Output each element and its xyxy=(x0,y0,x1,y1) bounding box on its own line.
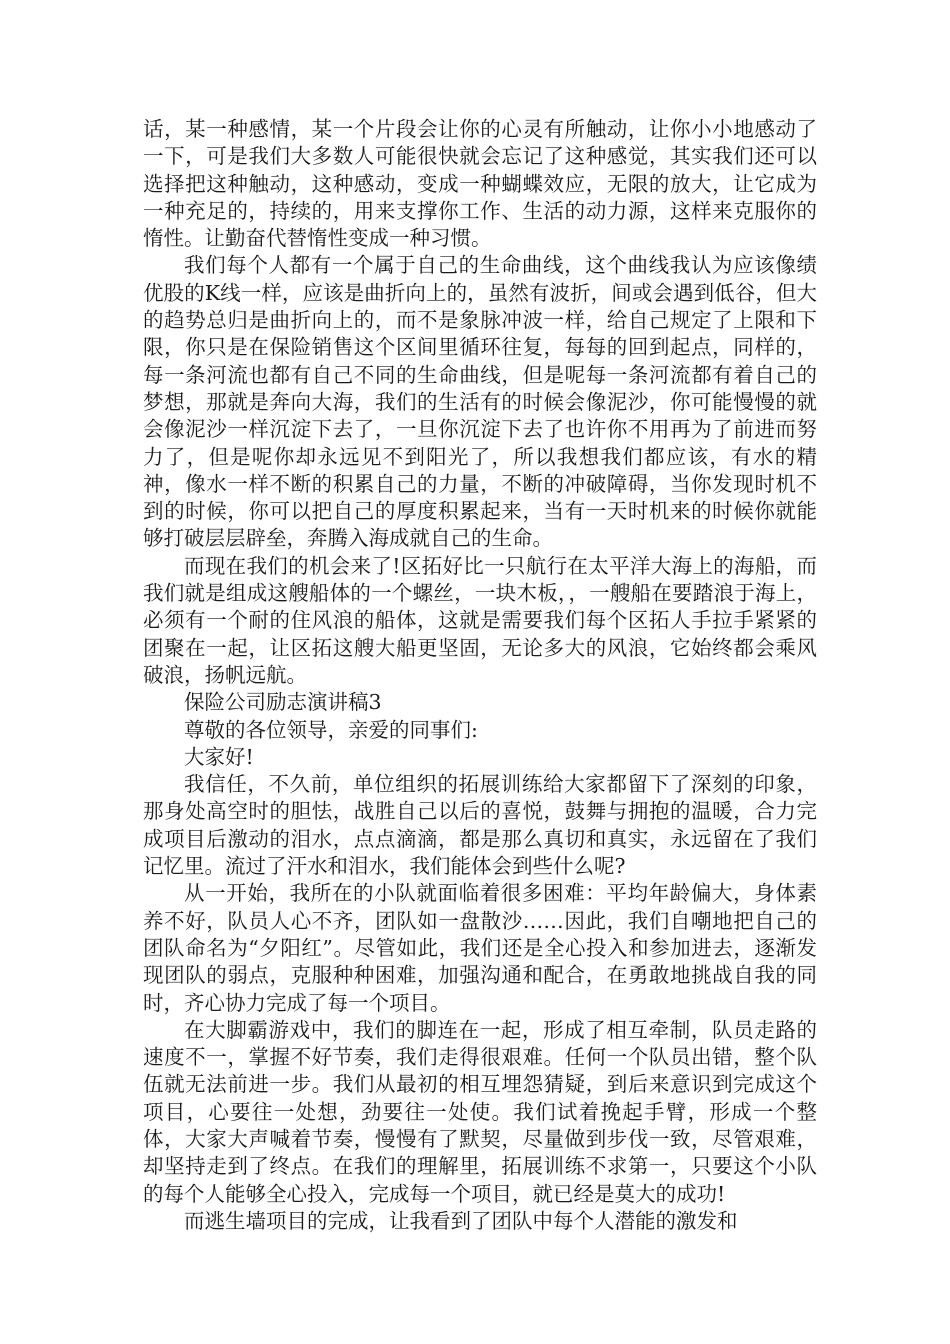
paragraph-ship-metaphor: 而现在我们的机会来了!区拓好比一只航行在太平洋大海上的海船，而我们就是组成这艘船体的一个螺丝，一块木板，，一艘船在要踏浪于海上，必须有一个耐的住风浪的船体，这就是需要我们每个区拓人手拉手紧紧的团聚在一起，让区拓这艘大船更坚固，无论多大的风浪，它始终都会乘风破浪，扬帆远航。 xyxy=(143,553,817,687)
salutation: 尊敬的各位领导，亲爱的同事们: xyxy=(184,717,478,742)
document-body xyxy=(143,116,817,1235)
paragraph-big-foot-game: 在大脚霸游戏中，我们的脚连在一起，形成了相互牵制，队员走路的速度不一，掌握不好节奏，我们走得很艰难。任何一个队员出错，整个队伍就无法前进一步。我们从最初的相互埋怨猜疑，到后来意识到完成这个项目，心要往一处想，劲要往一处使。我们试着挽起手臂，形成一个整体，大家大声喊着节奏，慢慢有了默契，尽量做到步伐一致，尽管艰难，却坚持走到了终点。在我们的理解里，拓展训练不求第一，只要这个小队的每个人能够全心投入，完成每一个项目，就已经是莫大的成功! xyxy=(143,1017,817,1206)
greeting: 大家好! xyxy=(184,744,254,769)
paragraph-team-difficulties: 从一开始，我所在的小队就面临着很多困难：平均年龄偏大，身体素养不好，队员人心不齐，团队如一盘散沙……因此，我们自嘲地把自己的团队命名为“夕阳红”。尽管如此，我们还是全心投入和参加进去，逐渐发现团队的弱点，克服种种困难，加强沟通和配合，在勇敢地挑战自我的同时，齐心协力完成了每一个项目。 xyxy=(143,881,817,1015)
paragraph-escape-wall: 而逃生墙项目的完成，让我看到了团队中每个人潜能的激发和 xyxy=(184,1208,738,1233)
section-heading: 保险公司励志演讲稿3 xyxy=(184,690,382,715)
paragraph-life-curve: 我们每个人都有一个属于自己的生命曲线，这个曲线我认为应该像绩优股的K线一样，应该是曲折向上的，虽然有波折，间或会遇到低谷，但大的趋势总归是曲折向上的，而不是象脉冲波一样，给自己规定了上限和下限，你只是在保险销售这个区间里循环往复，每每的回到起点，同样的，每一条河流也都有自己不同的生命曲线，但是呢每一条河流都有着自己的梦想，那就是奔向大海，我们的生活有的时候会像泥沙，你可能慢慢的就会像泥沙一样沉淀下去了，一旦你沉淀下去了也许你不用再为了前进而努力了，但是呢你却永远见不到阳光了，所以我想我们都应该，有水的精神，像水一样不断的积累自己的力量，不断的冲破障碍，当你发现时机不到的时候，你可以把自己的厚度积累起来，当有一天时机来的时候你就能够打破层层辟垒，奔腾入海成就自己的生命。 xyxy=(143,253,817,551)
paragraph-continuation: 话，某一种感情，某一个片段会让你的心灵有所触动，让你小小地感动了一下，可是我们大多数人可能很快就会忘记了这种感觉，其实我们还可以选择把这种触动，这种感动，变成一种蝴蝶效应，无限的放大，让它成为一种充足的，持续的，用来支撑你工作、生活的动力源，这样来克服你的惰性。让勤奋代替惰性变成一种习惯。 xyxy=(143,117,817,251)
paragraph-training-memory: 我信任，不久前，单位组织的拓展训练给大家都留下了深刻的印象，那身处高空时的胆怯，战胜自己以后的喜悦，鼓舞与拥抱的温暖，合力完成项目后激动的泪水，点点滴滴，都是那么真切和真实，永远留在了我们记忆里。流过了汗水和泪水，我们能体会到些什么呢? xyxy=(143,772,817,879)
